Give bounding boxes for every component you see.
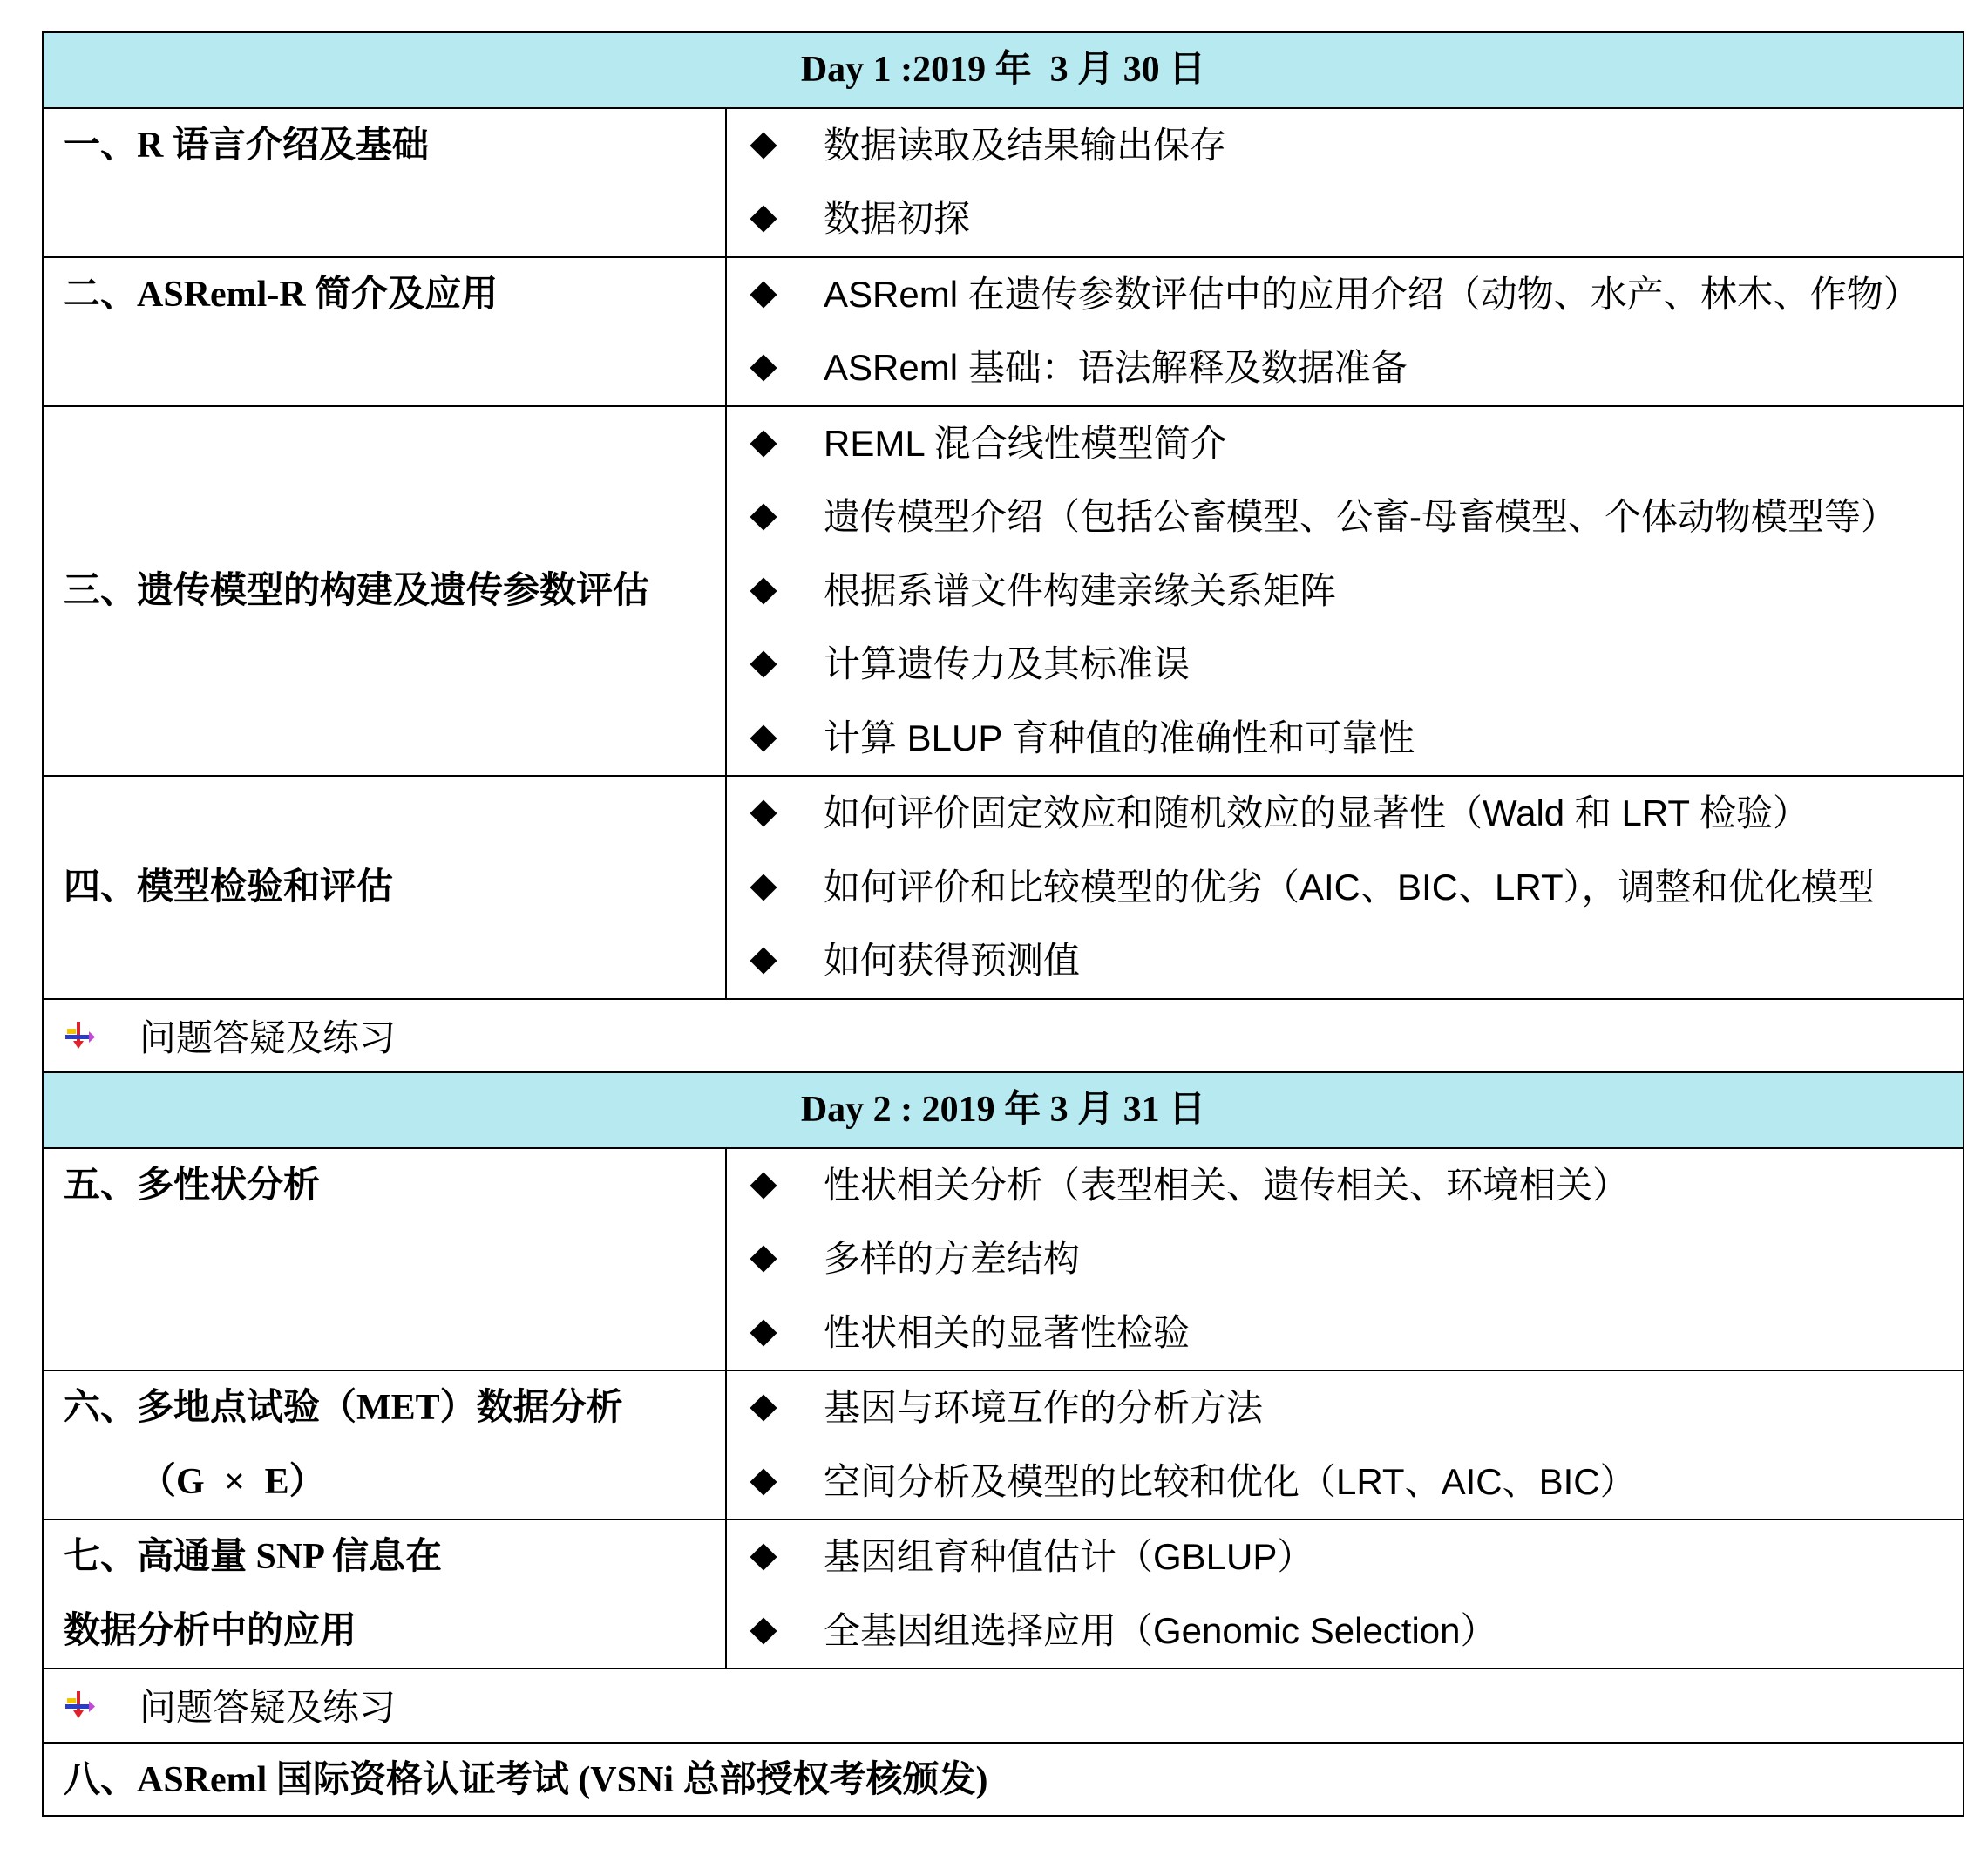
diamond-bullet-icon bbox=[727, 851, 824, 925]
list-item bbox=[727, 1445, 1963, 1519]
diamond-bullet-icon bbox=[727, 1520, 824, 1594]
list-item-text: 数据读取及结果输出保存 bbox=[824, 124, 1227, 166]
list-item bbox=[727, 702, 1963, 776]
qa-label: 问题答疑及练习 bbox=[139, 1687, 397, 1729]
list-item-text: REML 混合线性模型简介 bbox=[824, 422, 1227, 464]
section-title-continued: （G × E） bbox=[139, 1461, 326, 1502]
list-item-text: ASReml 在遗传参数评估中的应用介绍（动物、水产、林木、作物） bbox=[824, 273, 1920, 315]
diamond-bullet-icon bbox=[727, 331, 824, 405]
diamond-bullet-icon bbox=[727, 1149, 824, 1223]
qa-row-day-1 bbox=[44, 998, 1963, 1072]
section-row-4 bbox=[44, 775, 1963, 998]
section-title-cell bbox=[44, 407, 727, 776]
list-item-text: 遗传模型介绍（包括公畜模型、公畜-母畜模型、个体动物模型等） bbox=[824, 496, 1897, 537]
section-items-cell bbox=[727, 109, 1963, 256]
section-title-cell bbox=[44, 258, 727, 405]
list-item bbox=[727, 1594, 1963, 1669]
diamond-bullet-icon bbox=[727, 1222, 824, 1296]
diamond-bullet-icon bbox=[727, 924, 824, 998]
diamond-bullet-icon bbox=[727, 1445, 824, 1519]
list-item bbox=[727, 1222, 1963, 1296]
section-row-2 bbox=[44, 256, 1963, 405]
day-1-header-row bbox=[44, 33, 1963, 107]
section-title-cell bbox=[44, 1371, 727, 1519]
list-item bbox=[727, 258, 1963, 332]
diamond-bullet-icon bbox=[727, 777, 824, 851]
qa-row-day-2 bbox=[44, 1668, 1963, 1742]
section-title-cell bbox=[44, 1149, 727, 1370]
section-title: 五、多性状分析 bbox=[64, 1165, 321, 1206]
section-title-cell bbox=[44, 109, 727, 256]
section-row-6 bbox=[44, 1370, 1963, 1519]
list-item bbox=[727, 1520, 1963, 1594]
list-item-text: 数据初探 bbox=[824, 198, 971, 239]
list-item-text: 性状相关的显著性检验 bbox=[824, 1311, 1191, 1353]
section-title-cell bbox=[44, 1520, 727, 1668]
section-row-1 bbox=[44, 107, 1963, 256]
list-item-text: 性状相关分析（表型相关、遗传相关、环境相关） bbox=[824, 1164, 1630, 1206]
list-item-text: 如何评价和比较模型的优劣（AIC、BIC、LRT），调整和优化模型 bbox=[824, 866, 1875, 908]
diamond-bullet-icon bbox=[727, 628, 824, 702]
section-title-cell bbox=[44, 777, 727, 998]
diamond-bullet-icon bbox=[727, 702, 824, 776]
list-item-text: 全基因组选择应用（Genomic Selection） bbox=[824, 1609, 1497, 1651]
diamond-bullet-icon bbox=[727, 554, 824, 629]
list-item-text: 根据系谱文件构建亲缘关系矩阵 bbox=[824, 569, 1337, 611]
section-title: 一、R 语言介绍及基础 bbox=[64, 125, 429, 166]
list-item bbox=[727, 480, 1963, 554]
section-title: 三、遗传模型的构建及遗传参数评估 bbox=[64, 570, 650, 611]
certification-title: 八、ASReml 国际资格认证考试 (VSNi 总部授权考核颁发) bbox=[64, 1759, 988, 1800]
section-title: 七、高通量 SNP 信息在 bbox=[64, 1537, 443, 1577]
list-item-text: ASReml 基础：语法解释及数据准备 bbox=[824, 347, 1408, 388]
list-item bbox=[727, 1371, 1963, 1445]
plus-arrow-icon bbox=[64, 1020, 95, 1051]
diamond-bullet-icon bbox=[727, 109, 824, 183]
list-item bbox=[727, 331, 1963, 405]
list-item-text: 多样的方差结构 bbox=[824, 1238, 1081, 1279]
section-items-cell bbox=[727, 777, 1963, 998]
qa-label: 问题答疑及练习 bbox=[139, 1016, 397, 1058]
list-item bbox=[727, 554, 1963, 629]
list-item-text: 计算 BLUP 育种值的准确性和可靠性 bbox=[824, 717, 1415, 758]
section-items-cell bbox=[727, 407, 1963, 776]
list-item-text: 如何获得预测值 bbox=[824, 940, 1081, 981]
day-1-header: Day 1 :2019 年 3 月 30 日 bbox=[800, 50, 1206, 90]
list-item bbox=[727, 1149, 1963, 1223]
section-title-continued: 数据分析中的应用 bbox=[64, 1610, 357, 1651]
plus-arrow-icon bbox=[64, 1689, 95, 1721]
section-row-3 bbox=[44, 405, 1963, 776]
list-item bbox=[727, 777, 1963, 851]
list-item bbox=[727, 109, 1963, 183]
diamond-bullet-icon bbox=[727, 480, 824, 554]
section-title: 六、多地点试验（MET）数据分析 bbox=[64, 1388, 623, 1428]
section-row-7 bbox=[44, 1519, 1963, 1668]
section-title: 二、ASReml-R 简介及应用 bbox=[64, 274, 499, 315]
diamond-bullet-icon bbox=[727, 1296, 824, 1370]
list-item-text: 计算遗传力及其标准误 bbox=[824, 643, 1191, 684]
section-items-cell bbox=[727, 1520, 1963, 1668]
section-items-cell bbox=[727, 258, 1963, 405]
list-item-text: 基因组育种值估计（GBLUP） bbox=[824, 1536, 1314, 1577]
certification-row bbox=[44, 1742, 1963, 1816]
section-title: 四、模型检验和评估 bbox=[64, 867, 394, 908]
schedule-table bbox=[42, 31, 1964, 1817]
list-item bbox=[727, 407, 1963, 481]
diamond-bullet-icon bbox=[727, 1371, 824, 1445]
list-item-text: 基因与环境互作的分析方法 bbox=[824, 1387, 1264, 1428]
list-item-text: 空间分析及模型的比较和优化（LRT、AIC、BIC） bbox=[824, 1460, 1637, 1502]
list-item bbox=[727, 851, 1963, 925]
list-item bbox=[727, 628, 1963, 702]
section-items-cell bbox=[727, 1149, 1963, 1370]
diamond-bullet-icon bbox=[727, 182, 824, 256]
list-item bbox=[727, 182, 1963, 256]
list-item-text: 如何评价固定效应和随机效应的显著性（Wald 和 LRT 检验） bbox=[824, 792, 1809, 833]
day-2-header-row bbox=[44, 1071, 1963, 1147]
section-items-cell bbox=[727, 1371, 1963, 1519]
diamond-bullet-icon bbox=[727, 258, 824, 332]
list-item bbox=[727, 1296, 1963, 1370]
diamond-bullet-icon bbox=[727, 407, 824, 481]
list-item bbox=[727, 924, 1963, 998]
day-2-header: Day 2 : 2019 年 3 月 31 日 bbox=[800, 1090, 1206, 1130]
section-row-5 bbox=[44, 1147, 1963, 1370]
diamond-bullet-icon bbox=[727, 1594, 824, 1669]
